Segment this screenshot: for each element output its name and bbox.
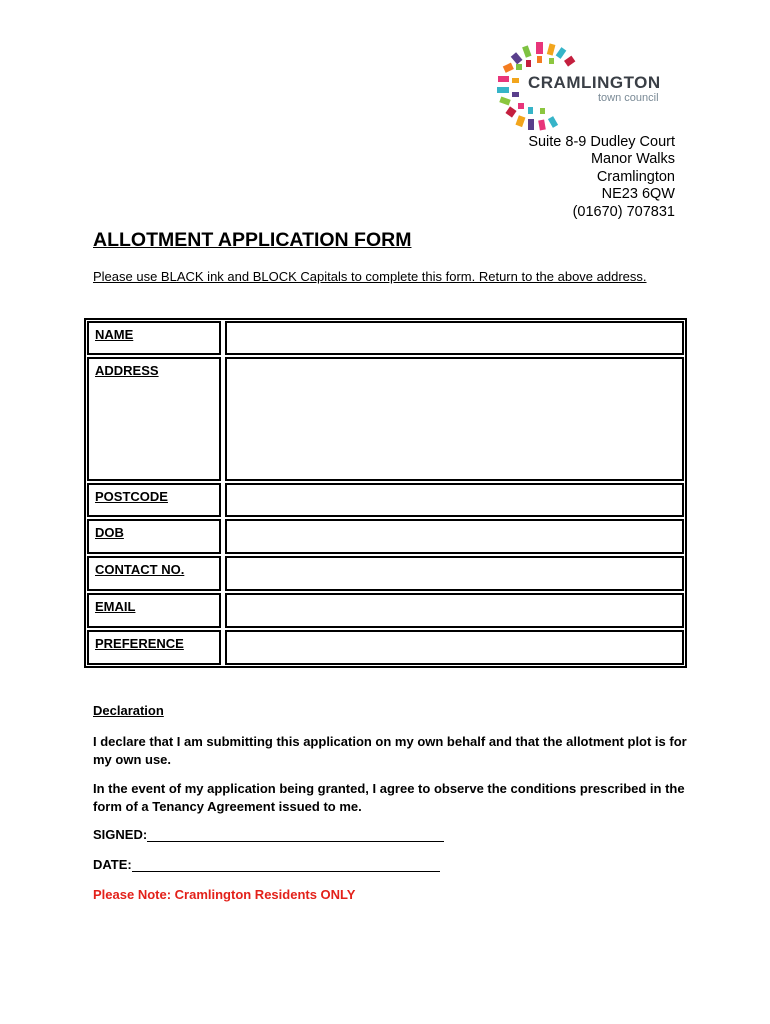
form-row-postcode xyxy=(87,483,684,517)
date-label: DATE: xyxy=(93,857,132,872)
logo-subtitle: town council xyxy=(598,92,659,104)
field-label-name: NAME xyxy=(87,321,221,355)
signature-field[interactable] xyxy=(147,827,444,842)
postcode-field[interactable] xyxy=(225,483,684,517)
email-field[interactable] xyxy=(225,593,684,628)
field-label-email: EMAIL xyxy=(87,593,221,628)
address-line: Manor Walks xyxy=(590,151,675,168)
address-field[interactable] xyxy=(225,357,684,481)
residents-note: Please Note: Cramlington Residents ONLY xyxy=(93,887,356,902)
form-row-dob xyxy=(87,519,684,554)
address-phone: (01670) 707831 xyxy=(572,203,675,220)
address-line: Suite 8-9 Dudley Court xyxy=(528,134,675,150)
form-row-contact xyxy=(87,556,684,591)
address-line: Cramlington xyxy=(596,168,675,185)
signed-label: SIGNED: xyxy=(93,827,148,842)
contact-number-field[interactable] xyxy=(225,556,684,591)
declaration-text-1: I declare that I am submitting this application on my own behalf and that the allotment plot is for my own use. xyxy=(93,734,687,767)
dob-field[interactable] xyxy=(225,519,684,554)
form-instructions: Please use BLACK ink and BLOCK Capitals to complete this form. Return to the above address. xyxy=(93,269,647,284)
application-form-table xyxy=(84,318,687,668)
page-title: ALLOTMENT APPLICATION FORM xyxy=(93,229,412,251)
form-row-preference xyxy=(87,630,684,665)
signature-line xyxy=(93,827,444,842)
name-field[interactable] xyxy=(225,321,684,355)
field-label-contact: CONTACT NO. xyxy=(87,556,221,591)
form-row-address xyxy=(87,357,684,481)
form-row-email xyxy=(87,593,684,628)
date-line xyxy=(93,857,440,872)
field-label-address: ADDRESS xyxy=(87,357,221,481)
form-row-name xyxy=(87,321,684,355)
declaration-heading: Declaration xyxy=(93,703,164,718)
address-line: NE23 6QW xyxy=(601,186,675,203)
field-label-postcode: POSTCODE xyxy=(87,483,221,517)
field-label-preference: PREFERENCE xyxy=(87,630,221,665)
preference-field[interactable] xyxy=(225,630,684,665)
date-field[interactable] xyxy=(132,857,440,872)
field-label-dob: DOB xyxy=(87,519,221,554)
council-address xyxy=(528,134,675,221)
declaration-text-2: In the event of my application being granted, I agree to observe the conditions prescribed in the form of a Tenancy Agreement issued to me. xyxy=(93,781,685,814)
logo-name: CRAMLINGTON xyxy=(528,73,661,92)
